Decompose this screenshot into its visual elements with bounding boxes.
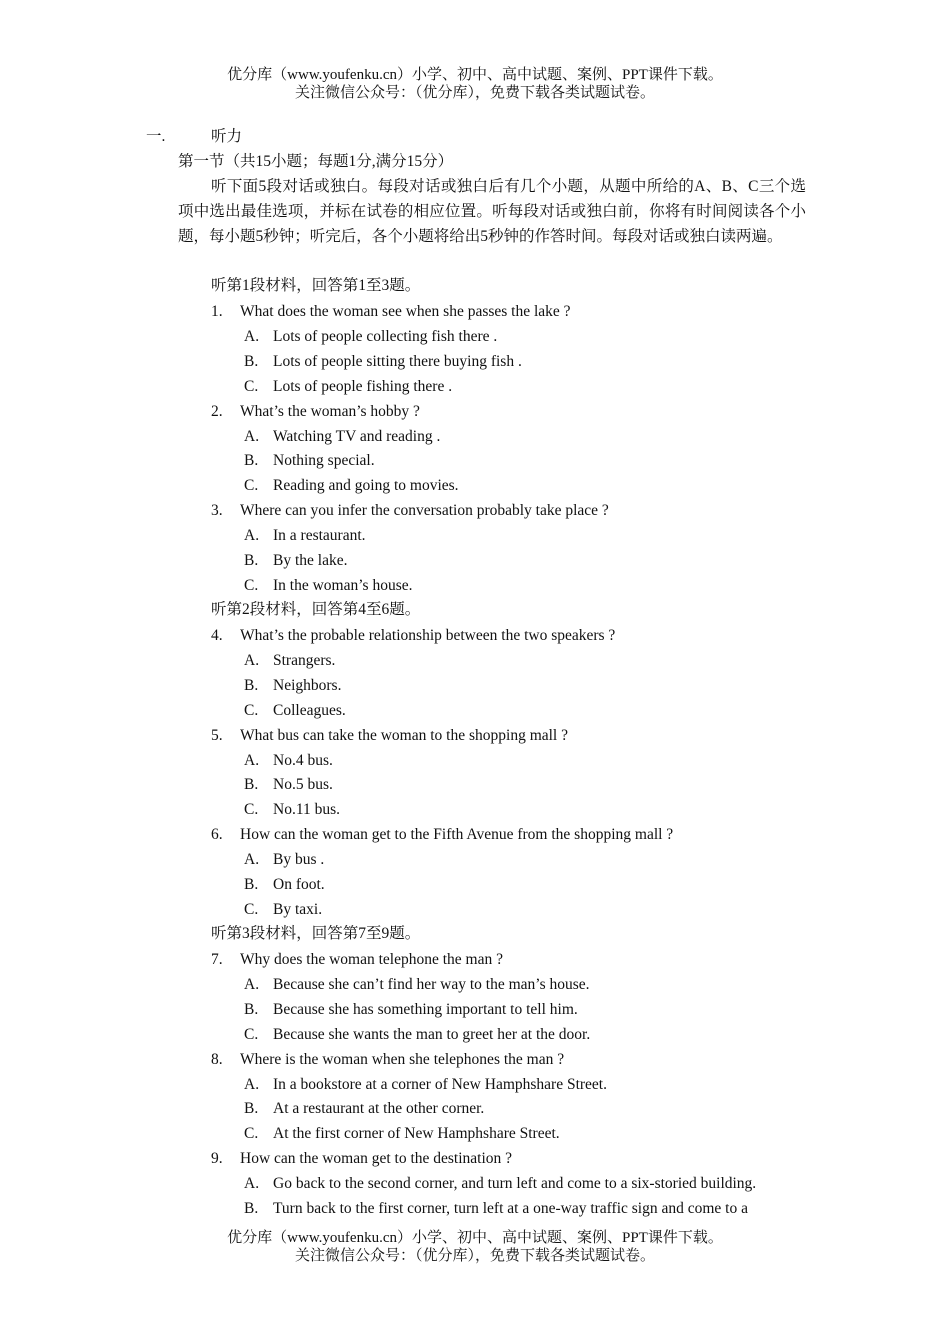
option-letter: A. bbox=[244, 751, 260, 769]
footer-line-2: 关注微信公众号：（优分库），免费下载各类试题试卷。 bbox=[294, 1248, 655, 1264]
question-number: 9. bbox=[211, 1150, 223, 1168]
material-1-heading: 听第1段材料，回答第1至3题。 bbox=[211, 277, 421, 294]
option-letter: A. bbox=[244, 427, 260, 445]
option-letter: C. bbox=[244, 576, 259, 594]
question-number: 4. bbox=[211, 627, 223, 644]
option-letter: B. bbox=[244, 776, 259, 794]
option-text: Reading and going to movies. bbox=[273, 477, 459, 495]
option-text: Because she has something important to tell him. bbox=[273, 1000, 578, 1018]
option-text: Lots of people fishing there . bbox=[273, 377, 453, 395]
option-text: In a bookstore at a corner of New Hamphshare Street. bbox=[273, 1075, 607, 1093]
option-letter: B. bbox=[244, 1000, 259, 1018]
question-text: Where can you infer the conversation probably take place ? bbox=[240, 502, 609, 520]
option-text: Nothing special. bbox=[273, 452, 375, 470]
option-letter: C. bbox=[244, 1125, 259, 1143]
material-2-heading: 听第2段材料，回答第4至6题。 bbox=[211, 601, 421, 618]
option-letter: C. bbox=[244, 900, 259, 918]
option-letter: B. bbox=[244, 676, 259, 694]
option-letter: A. bbox=[244, 1075, 260, 1093]
question-text: What bus can take the woman to the shopping mall ? bbox=[240, 726, 568, 744]
option-letter: B. bbox=[244, 552, 259, 569]
question-text: Where is the woman when she telephones the man ? bbox=[240, 1050, 565, 1068]
option-text: Go back to the second corner, and turn left and come to a six-storied building. bbox=[273, 1175, 757, 1193]
option-text: Because she wants the man to greet her at the door. bbox=[273, 1025, 591, 1043]
option-text: By the lake. bbox=[273, 552, 348, 569]
option-letter: A. bbox=[244, 851, 260, 869]
header-line-2: 关注微信公众号：（优分库），免费下载各类试题试卷。 bbox=[294, 85, 655, 101]
option-text: Lots of people collecting fish there . bbox=[273, 327, 498, 345]
page-header bbox=[0, 66, 950, 102]
material-3-heading: 听第3段材料，回答第7至9题。 bbox=[211, 925, 421, 942]
option-letter: A. bbox=[244, 527, 260, 545]
option-text: Watching TV and reading . bbox=[273, 427, 441, 445]
option-letter: B. bbox=[244, 352, 259, 370]
question-text: Why does the woman telephone the man ? bbox=[240, 951, 503, 968]
header-line-1: 优分库（www.youfenku.cn）小学、初中、高中试题、案例、PPT课件下载。 bbox=[227, 67, 723, 83]
option-letter: A. bbox=[244, 651, 260, 669]
option-letter: C. bbox=[244, 477, 259, 495]
option-text: Colleagues. bbox=[273, 701, 346, 719]
option-letter: B. bbox=[244, 876, 259, 893]
section-number: 一. bbox=[146, 128, 166, 145]
option-text: At a restaurant at the other corner. bbox=[273, 1100, 485, 1118]
option-text: At the first corner of New Hamphshare Street. bbox=[273, 1125, 560, 1143]
option-text: No.11 bus. bbox=[273, 801, 341, 819]
question-number: 6. bbox=[211, 826, 223, 844]
option-text: Lots of people sitting there buying fish . bbox=[273, 352, 522, 370]
option-letter: A. bbox=[244, 327, 260, 345]
option-letter: A. bbox=[244, 1175, 260, 1193]
question-number: 2. bbox=[211, 402, 223, 420]
option-text: No.4 bus. bbox=[273, 751, 333, 769]
question-text: What does the woman see when she passes the lake ? bbox=[240, 303, 571, 320]
option-text: No.5 bus. bbox=[273, 776, 333, 794]
option-text: In the woman’s house. bbox=[273, 576, 413, 594]
option-letter: B. bbox=[244, 452, 259, 470]
question-number: 8. bbox=[211, 1050, 223, 1068]
option-text: Because she can’t find her way to the man’s house. bbox=[273, 975, 590, 993]
option-letter: A. bbox=[244, 975, 260, 993]
question-number: 7. bbox=[211, 951, 223, 968]
option-text: Strangers. bbox=[273, 651, 336, 669]
option-letter: C. bbox=[244, 701, 259, 719]
option-letter: C. bbox=[244, 377, 259, 395]
question-number: 3. bbox=[211, 502, 223, 520]
option-letter: B. bbox=[244, 1100, 259, 1118]
option-letter: C. bbox=[244, 1025, 259, 1043]
question-number: 1. bbox=[211, 303, 223, 320]
instructions: 听下面5段对话或独白。每段对话或独白后有几个小题，从题中所给的A、B、C三个选项中选出最佳选项，并标在试卷的相应位置。听每段对话或独白前，你将有时间阅读各个小题，每小题5秒钟；听完后，各个小题将给出5秒钟的作答时间。每段对话或独白读两遍。 bbox=[178, 178, 806, 245]
footer-line-1: 优分库（www.youfenku.cn）小学、初中、高中试题、案例、PPT课件下载。 bbox=[227, 1230, 723, 1246]
question-number: 5. bbox=[211, 726, 223, 744]
question-text: What’s the probable relationship between the two speakers ? bbox=[240, 627, 616, 644]
option-text: On foot. bbox=[273, 876, 325, 893]
question-text: How can the woman get to the destination ? bbox=[240, 1150, 513, 1168]
question-text: How can the woman get to the Fifth Avenue from the shopping mall ? bbox=[240, 826, 674, 844]
option-text: Neighbors. bbox=[273, 676, 342, 694]
section-title: 听力 bbox=[211, 128, 243, 145]
option-text: Turn back to the first corner, turn left at a one-way traffic sign and come to a bbox=[273, 1200, 748, 1217]
option-text: In a restaurant. bbox=[273, 527, 366, 545]
page-footer bbox=[0, 1229, 950, 1265]
option-text: By bus . bbox=[273, 851, 325, 869]
question-text: What’s the woman’s hobby ? bbox=[240, 402, 420, 420]
option-text: By taxi. bbox=[273, 900, 323, 918]
part-heading: 第一节（共15小题；每题1分,满分15分） bbox=[178, 153, 454, 170]
option-letter: B. bbox=[244, 1200, 259, 1217]
option-letter: C. bbox=[244, 801, 259, 819]
